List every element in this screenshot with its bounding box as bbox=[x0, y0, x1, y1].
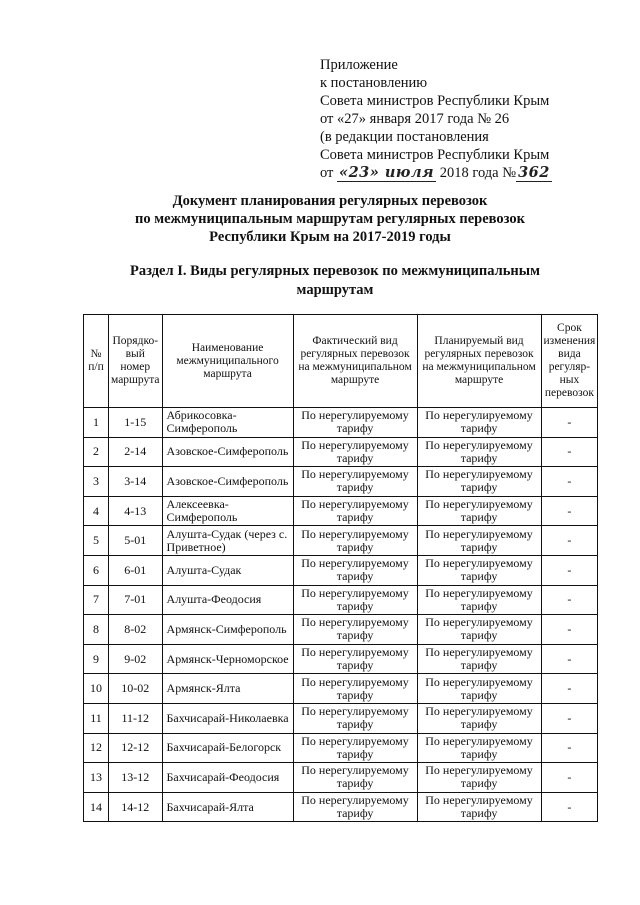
route-name: Алушта-Феодосия bbox=[162, 585, 293, 615]
route-number: 14-12 bbox=[109, 792, 163, 822]
annex-line-7 bbox=[320, 164, 620, 182]
actual-type: По нерегулируемому тарифу bbox=[293, 467, 417, 497]
table-row bbox=[84, 408, 598, 438]
actual-type: По нерегулируемому тарифу bbox=[293, 555, 417, 585]
handwritten-date: «23» июля bbox=[339, 164, 435, 181]
route-name: Абрикосовка-Симферополь bbox=[162, 408, 293, 438]
table-row bbox=[84, 437, 598, 467]
title-line-2: по межмуниципальным маршрутам регулярных перевозок bbox=[134, 211, 525, 227]
table-row bbox=[84, 763, 598, 793]
annex-line-5: (в редакции постановления bbox=[320, 129, 489, 145]
actual-type: По нерегулируемому тарифу bbox=[293, 437, 417, 467]
change-term: - bbox=[541, 408, 598, 438]
planned-type: По нерегулируемому тарифу bbox=[417, 526, 541, 556]
routes-table bbox=[83, 314, 598, 822]
change-term: - bbox=[541, 703, 598, 733]
route-name: Армянск-Симферополь bbox=[162, 615, 293, 645]
row-number: 13 bbox=[84, 763, 109, 793]
change-term: - bbox=[541, 674, 598, 704]
header-actual-type: Фактический вид регулярных перевозок на межмуниципальном маршруте bbox=[293, 315, 417, 408]
planned-type: По нерегулируемому тарифу bbox=[417, 585, 541, 615]
actual-type: По нерегулируемому тарифу bbox=[293, 674, 417, 704]
change-term: - bbox=[541, 555, 598, 585]
header-route-name: Наименование межмуниципального маршрута bbox=[162, 315, 293, 408]
header-num: № п/п bbox=[84, 315, 109, 408]
route-name: Бахчисарай-Феодосия bbox=[162, 763, 293, 793]
row-number: 10 bbox=[84, 674, 109, 704]
route-name: Азовское-Симферополь bbox=[162, 467, 293, 497]
row-number: 7 bbox=[84, 585, 109, 615]
route-name: Бахчисарай-Николаевка bbox=[162, 703, 293, 733]
annex-line-1: Приложение bbox=[320, 57, 398, 73]
change-term: - bbox=[541, 526, 598, 556]
annex-line-4: от «27» января 2017 года № 26 bbox=[320, 111, 510, 127]
actual-type: По нерегулируемому тарифу bbox=[293, 585, 417, 615]
row-number: 2 bbox=[84, 437, 109, 467]
row-number: 8 bbox=[84, 615, 109, 645]
route-number: 3-14 bbox=[109, 467, 163, 497]
row-number: 12 bbox=[84, 733, 109, 763]
table-row bbox=[84, 555, 598, 585]
actual-type: По нерегулируемому тарифу bbox=[293, 644, 417, 674]
row-number: 11 bbox=[84, 703, 109, 733]
row-number: 14 bbox=[84, 792, 109, 822]
route-name: Азовское-Симферополь bbox=[162, 437, 293, 467]
change-term: - bbox=[541, 792, 598, 822]
row-number: 5 bbox=[84, 526, 109, 556]
title-line-1: Документ планирования регулярных перевозок bbox=[172, 193, 488, 209]
route-number: 13-12 bbox=[109, 763, 163, 793]
route-number: 5-01 bbox=[109, 526, 163, 556]
actual-type: По нерегулируемому тарифу bbox=[293, 792, 417, 822]
actual-type: По нерегулируемому тарифу bbox=[293, 408, 417, 438]
planned-type: По нерегулируемому тарифу bbox=[417, 733, 541, 763]
annex-date-prefix: от bbox=[320, 165, 334, 181]
actual-type: По нерегулируемому тарифу bbox=[293, 703, 417, 733]
table-header-row bbox=[84, 315, 598, 408]
handwritten-number: 362 bbox=[518, 164, 550, 181]
route-number: 2-14 bbox=[109, 437, 163, 467]
actual-type: По нерегулируемому тарифу bbox=[293, 763, 417, 793]
route-name: Алексеевка-Симферополь bbox=[162, 496, 293, 526]
header-route-number: Порядко-вый номер маршрута bbox=[109, 315, 163, 408]
table-row bbox=[84, 644, 598, 674]
header-change-term: Срок изменения вида регуляр-ных перевозок bbox=[541, 315, 598, 408]
change-term: - bbox=[541, 496, 598, 526]
change-term: - bbox=[541, 467, 598, 497]
row-number: 9 bbox=[84, 644, 109, 674]
route-number: 7-01 bbox=[109, 585, 163, 615]
change-term: - bbox=[541, 437, 598, 467]
planned-type: По нерегулируемому тарифу bbox=[417, 674, 541, 704]
table-row bbox=[84, 526, 598, 556]
row-number: 6 bbox=[84, 555, 109, 585]
table-row bbox=[84, 467, 598, 497]
route-name: Бахчисарай-Ялта bbox=[162, 792, 293, 822]
route-name: Бахчисарай-Белогорск bbox=[162, 733, 293, 763]
row-number: 4 bbox=[84, 496, 109, 526]
section-line-2: маршрутам bbox=[296, 282, 374, 298]
route-name: Армянск-Черноморское bbox=[162, 644, 293, 674]
row-number: 1 bbox=[84, 408, 109, 438]
route-number: 11-12 bbox=[109, 703, 163, 733]
annex-block bbox=[320, 56, 620, 182]
route-number: 9-02 bbox=[109, 644, 163, 674]
planned-type: По нерегулируемому тарифу bbox=[417, 408, 541, 438]
planned-type: По нерегулируемому тарифу bbox=[417, 703, 541, 733]
planned-type: По нерегулируемому тарифу bbox=[417, 437, 541, 467]
table-row bbox=[84, 674, 598, 704]
header-planned-type: Планируемый вид регулярных перевозок на межмуниципальном маршруте bbox=[417, 315, 541, 408]
change-term: - bbox=[541, 615, 598, 645]
change-term: - bbox=[541, 644, 598, 674]
route-number: 6-01 bbox=[109, 555, 163, 585]
annex-line-3: Совета министров Республики Крым bbox=[320, 93, 550, 109]
section-heading bbox=[110, 262, 560, 300]
table-row bbox=[84, 585, 598, 615]
route-name: Армянск-Ялта bbox=[162, 674, 293, 704]
route-name: Алушта-Судак bbox=[162, 555, 293, 585]
route-number: 1-15 bbox=[109, 408, 163, 438]
table-row bbox=[84, 703, 598, 733]
section-line-1: Раздел I. Виды регулярных перевозок по межмуниципальным bbox=[130, 263, 540, 279]
table-row bbox=[84, 792, 598, 822]
table-row bbox=[84, 496, 598, 526]
planned-type: По нерегулируемому тарифу bbox=[417, 496, 541, 526]
table-row bbox=[84, 733, 598, 763]
annex-line-2: к постановлению bbox=[320, 75, 428, 91]
route-number: 10-02 bbox=[109, 674, 163, 704]
route-number: 4-13 bbox=[109, 496, 163, 526]
change-term: - bbox=[541, 585, 598, 615]
table-row bbox=[84, 615, 598, 645]
route-number: 8-02 bbox=[109, 615, 163, 645]
route-name: Алушта-Судак (через с. Приветное) bbox=[162, 526, 293, 556]
actual-type: По нерегулируемому тарифу bbox=[293, 733, 417, 763]
title-line-3: Республики Крым на 2017-2019 годы bbox=[209, 229, 451, 245]
change-term: - bbox=[541, 763, 598, 793]
planned-type: По нерегулируемому тарифу bbox=[417, 615, 541, 645]
change-term: - bbox=[541, 733, 598, 763]
row-number: 3 bbox=[84, 467, 109, 497]
planned-type: По нерегулируемому тарифу bbox=[417, 467, 541, 497]
planned-type: По нерегулируемому тарифу bbox=[417, 555, 541, 585]
actual-type: По нерегулируемому тарифу bbox=[293, 615, 417, 645]
planned-type: По нерегулируемому тарифу bbox=[417, 763, 541, 793]
planned-type: По нерегулируемому тарифу bbox=[417, 644, 541, 674]
route-number: 12-12 bbox=[109, 733, 163, 763]
planned-type: По нерегулируемому тарифу bbox=[417, 792, 541, 822]
document-title bbox=[90, 192, 570, 246]
annex-line-6: Совета министров Республики Крым bbox=[320, 147, 550, 163]
annex-year-text: 2018 года № bbox=[439, 165, 517, 181]
actual-type: По нерегулируемому тарифу bbox=[293, 526, 417, 556]
actual-type: По нерегулируемому тарифу bbox=[293, 496, 417, 526]
